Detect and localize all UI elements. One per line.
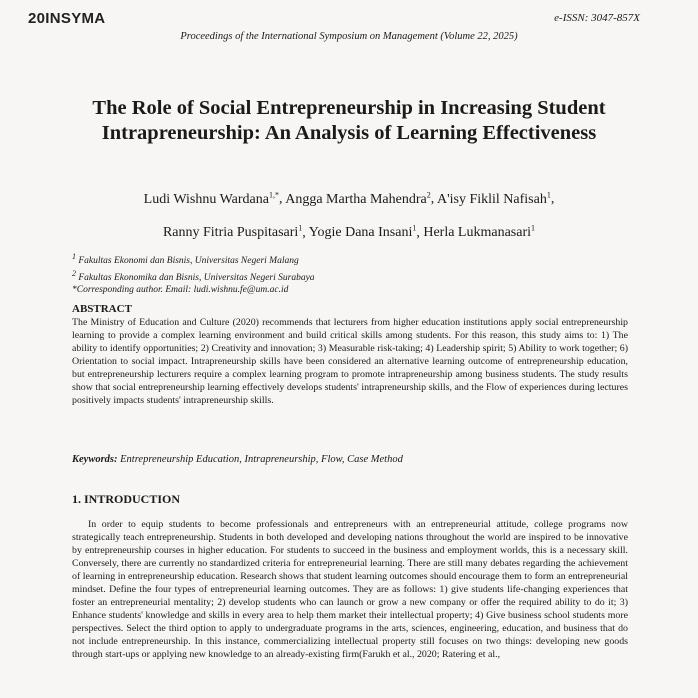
author: A'isy Fiklil Nafisah$^1$ xyxy=(436,190,551,207)
author: Angga Martha Mahendra$^2$ xyxy=(285,190,431,207)
keywords xyxy=(72,454,628,465)
affiliation-2: $^2$ Fakultas Ekonomika dan Bisnis, Universitas Negeri Surabaya xyxy=(72,268,315,283)
keywords-text: Entrepreneurship Education, Intrapreneurship, Flow, Case Method xyxy=(120,454,403,465)
proceedings-header: Proceedings of the International Symposium on Management (Volume 22, 2025) xyxy=(180,31,518,42)
abstract-heading: ABSTRACT xyxy=(72,303,132,315)
author: Yogie Dana Insani$^1$ xyxy=(308,223,417,241)
author: Ranny Fitria Puspitasari$^1$ xyxy=(162,223,303,241)
corresponding-author: *Corresponding author. Email: ludi.wishnu.fe@um.ac.id xyxy=(72,285,289,296)
keywords-label: Keywords: xyxy=(72,454,118,465)
author: Ludi Wishnu Wardana$^{1,*}$ xyxy=(143,190,279,207)
affiliations xyxy=(72,251,315,297)
conference-logo: 20INSYMA xyxy=(28,10,106,27)
section-heading-introduction: 1. INTRODUCTION xyxy=(72,492,181,506)
affiliation-1: $^1$ Fakultas Ekonomi dan Bisnis, Universitas Negeri Malang xyxy=(72,252,299,267)
paper-title: The Role of Social Entrepreneurship in Increasing Student Intrapreneurship: An Analysis of Learning Effectiveness xyxy=(92,97,606,144)
author-list: Ludi Wishnu Wardana$^{1,*}$, Angga Martha Mahendra$^2$, A'isy Fiklil Nafisah$^1$, Ranny Fitria Puspitasari$^1$, Yogie Dana Insani$^1$, Herla Lukmanasari$^1$ xyxy=(143,190,555,241)
introduction-text: In order to equip students to become professionals and entrepreneurs with an entrepreneurial attitude, college programs now strategically teach entrepreneurship. Students in both developed and developing nations throughout the world are inspired to be innovative by entrepreneurship courses in higher education. For students to succeed in the business and employment worlds, this is a necessary skill. Conversely, there are currently no standardized criteria for entrepreneurial learning. There are still many debates regarding the achievement of learning in entrepreneurship education. Research shows that student learning outcomes should encourage them to form an entrepreneurial mindset. Define the four types of entrepreneurial learning outcomes. They are as follows: 1) give students life-changing experiences that foster an entrepreneurial mentality; 2) develop students who can launch or grow a new company or offer the required ability to do it; 3) Enhance students' knowledge and skills in every area to help them market their intellectual property; 4) Give business school students more perspectives. Select the third option to apply to undergraduate programs in the arts, sciences, engineering, education, and business that do not include entrepreneurship. In this instance, commercializing intellectual property still focuses on two things: developing new goods through start-ups or applying new knowledge to an already-existing firm(Farukh et al., 2020; Ratering et al., xyxy=(72,519,628,660)
abstract-text: The Ministry of Education and Culture (2020) recommends that lecturers from higher education institutions apply social entrepreneurship learning to provide a complex learning environment and build critical skills among students. For this reason, this study aims to: 1) The ability to identify opportunities; 2) Creativity and innovation; 3) Measurable risk-taking; 4) Leadership spirit; 5) Ability to work together; 6) Orientation to social impact. Intrapreneurship skills have been considered an alternative learning outcome of entrepreneurship education, but entrepreneurship lecturers require a complex learning program to promote intrapreneurship among business students. The study results show that social entrepreneurship learning effectively develops students' intrapreneurship skills, and the Flow of experiences during lectures positively impacts students' intrapreneurship skills. xyxy=(72,317,628,406)
issn-label: e-ISSN: 3047-857X xyxy=(554,12,640,24)
author: Herla Lukmanasari$^1$ xyxy=(423,223,536,241)
